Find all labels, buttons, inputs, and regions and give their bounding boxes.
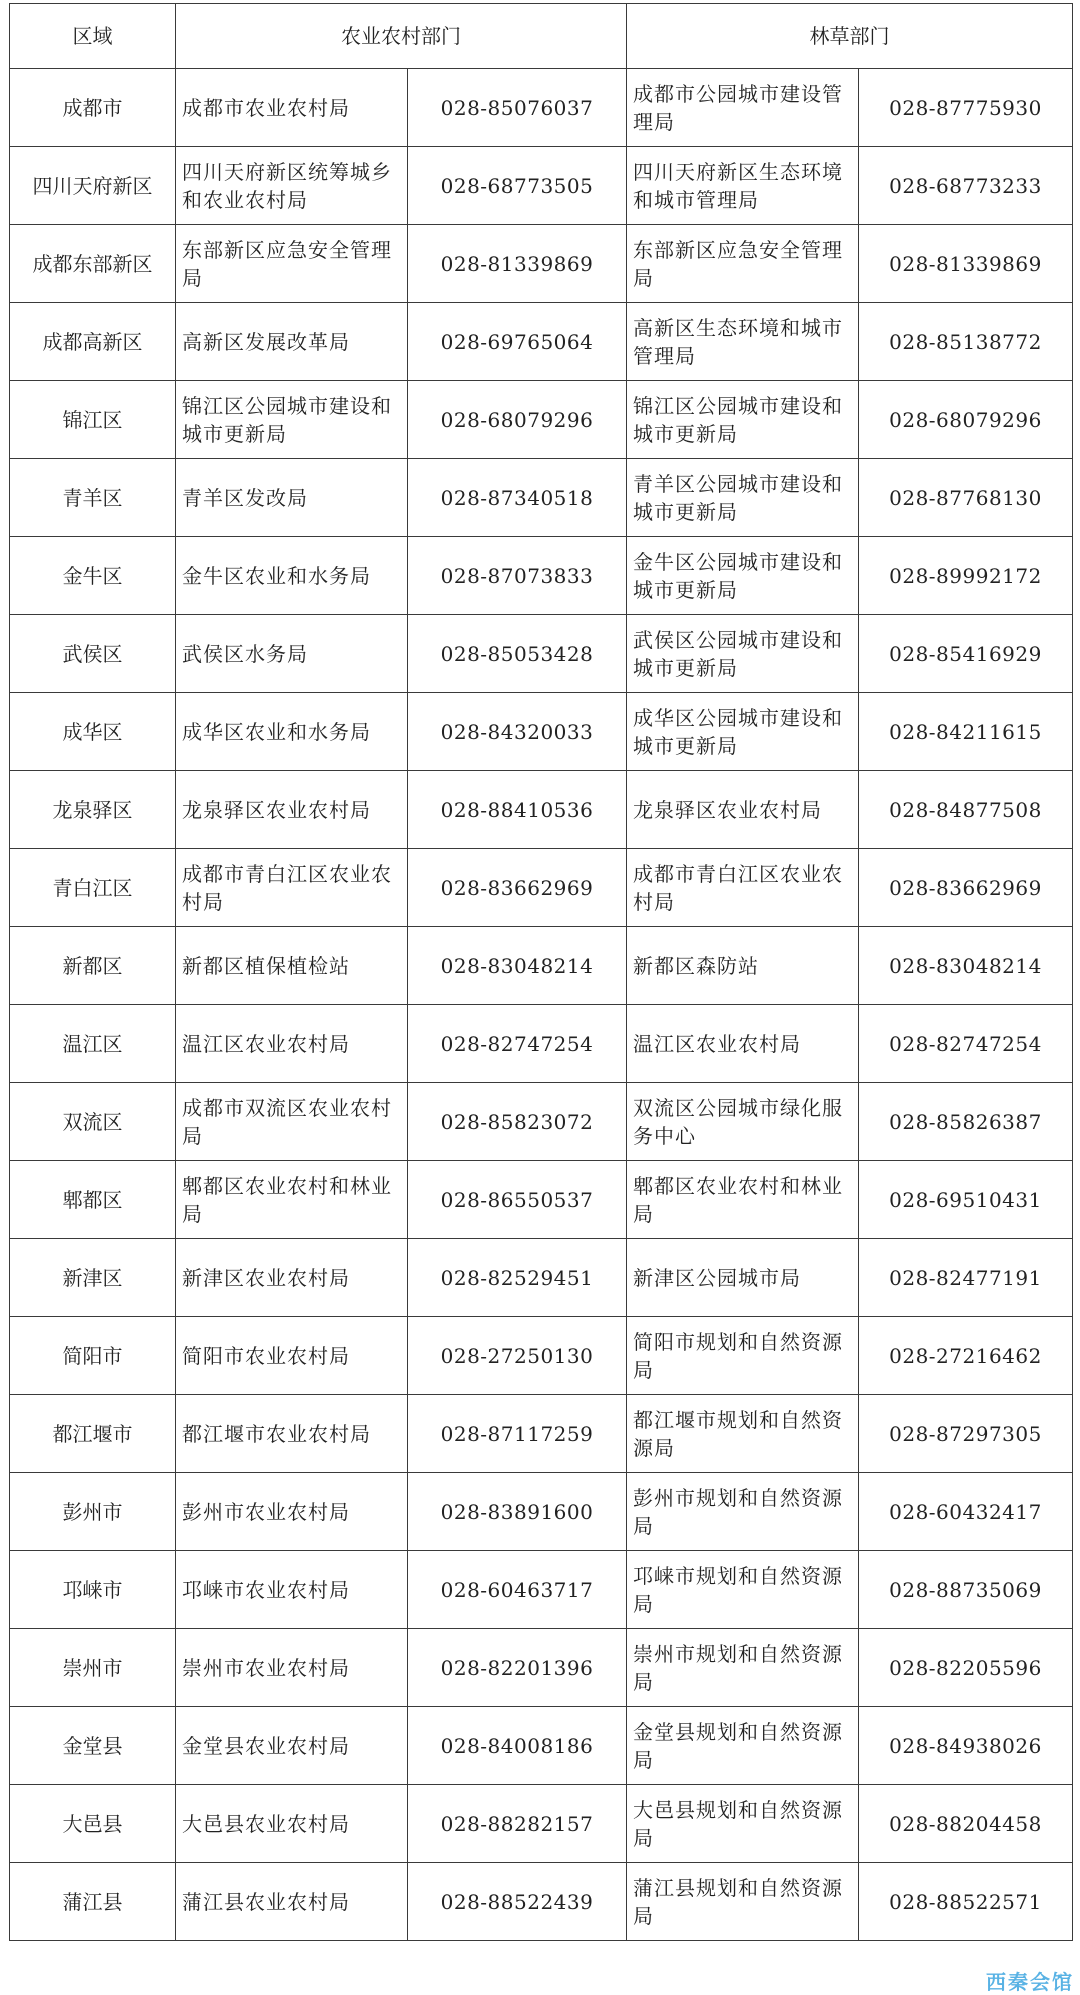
forest-phone-cell: 028-85416929 <box>859 615 1073 693</box>
agri-dept-name-cell: 青羊区发改局 <box>176 459 408 537</box>
table-row <box>10 1863 1073 1941</box>
agri-phone-cell: 028-69765064 <box>408 303 627 381</box>
forest-phone-cell: 028-87297305 <box>859 1395 1073 1473</box>
agri-phone-cell: 028-86550537 <box>408 1161 627 1239</box>
table-row <box>10 225 1073 303</box>
forest-dept-name-cell: 龙泉驿区农业农村局 <box>627 771 859 849</box>
region-cell: 武侯区 <box>10 615 176 693</box>
forest-phone-cell: 028-84877508 <box>859 771 1073 849</box>
forest-phone-cell: 028-82477191 <box>859 1239 1073 1317</box>
table-row <box>10 1629 1073 1707</box>
agri-phone-cell: 028-88522439 <box>408 1863 627 1941</box>
forest-phone-cell: 028-27216462 <box>859 1317 1073 1395</box>
forest-dept-name-cell: 蒲江县规划和自然资源局 <box>627 1863 859 1941</box>
agri-dept-name-cell: 简阳市农业农村局 <box>176 1317 408 1395</box>
region-cell: 都江堰市 <box>10 1395 176 1473</box>
agri-phone-cell: 028-85053428 <box>408 615 627 693</box>
region-cell: 成华区 <box>10 693 176 771</box>
table-row <box>10 1005 1073 1083</box>
agri-phone-cell: 028-82201396 <box>408 1629 627 1707</box>
forest-dept-name-cell: 成都市青白江区农业农村局 <box>627 849 859 927</box>
agri-dept-name-cell: 成都市双流区农业农村局 <box>176 1083 408 1161</box>
agri-phone-cell: 028-83048214 <box>408 927 627 1005</box>
table-row <box>10 459 1073 537</box>
table-row <box>10 615 1073 693</box>
forest-phone-cell: 028-85826387 <box>859 1083 1073 1161</box>
table-row <box>10 69 1073 147</box>
forest-phone-cell: 028-88522571 <box>859 1863 1073 1941</box>
forest-phone-cell: 028-82205596 <box>859 1629 1073 1707</box>
forest-phone-cell: 028-89992172 <box>859 537 1073 615</box>
forest-dept-name-cell: 四川天府新区生态环境和城市管理局 <box>627 147 859 225</box>
header-region: 区域 <box>10 4 176 69</box>
forest-dept-name-cell: 新都区森防站 <box>627 927 859 1005</box>
agri-phone-cell: 028-81339869 <box>408 225 627 303</box>
header-agri-dept: 农业农村部门 <box>176 4 627 69</box>
table-row <box>10 849 1073 927</box>
region-cell: 简阳市 <box>10 1317 176 1395</box>
table-row <box>10 927 1073 1005</box>
region-cell: 青羊区 <box>10 459 176 537</box>
forest-dept-name-cell: 温江区农业农村局 <box>627 1005 859 1083</box>
agri-dept-name-cell: 新都区植保植检站 <box>176 927 408 1005</box>
forest-phone-cell: 028-68773233 <box>859 147 1073 225</box>
table-row <box>10 1395 1073 1473</box>
agri-dept-name-cell: 成都市农业农村局 <box>176 69 408 147</box>
table-row <box>10 693 1073 771</box>
agri-phone-cell: 028-68773505 <box>408 147 627 225</box>
agri-phone-cell: 028-68079296 <box>408 381 627 459</box>
agri-phone-cell: 028-82529451 <box>408 1239 627 1317</box>
table-body <box>10 69 1073 1941</box>
region-cell: 彭州市 <box>10 1473 176 1551</box>
forest-phone-cell: 028-85138772 <box>859 303 1073 381</box>
table-row <box>10 1473 1073 1551</box>
region-cell: 四川天府新区 <box>10 147 176 225</box>
agri-dept-name-cell: 邛崃市农业农村局 <box>176 1551 408 1629</box>
region-cell: 新都区 <box>10 927 176 1005</box>
contact-table <box>9 3 1073 1941</box>
agri-phone-cell: 028-27250130 <box>408 1317 627 1395</box>
agri-dept-name-cell: 蒲江县农业农村局 <box>176 1863 408 1941</box>
table-header-row <box>10 4 1073 69</box>
agri-phone-cell: 028-87340518 <box>408 459 627 537</box>
table-row <box>10 1785 1073 1863</box>
forest-dept-name-cell: 青羊区公园城市建设和城市更新局 <box>627 459 859 537</box>
forest-dept-name-cell: 成华区公园城市建设和城市更新局 <box>627 693 859 771</box>
agri-dept-name-cell: 大邑县农业农村局 <box>176 1785 408 1863</box>
region-cell: 青白江区 <box>10 849 176 927</box>
agri-dept-name-cell: 锦江区公园城市建设和城市更新局 <box>176 381 408 459</box>
table-row <box>10 537 1073 615</box>
agri-dept-name-cell: 温江区农业农村局 <box>176 1005 408 1083</box>
region-cell: 金牛区 <box>10 537 176 615</box>
agri-phone-cell: 028-88410536 <box>408 771 627 849</box>
forest-dept-name-cell: 邛崃市规划和自然资源局 <box>627 1551 859 1629</box>
forest-dept-name-cell: 武侯区公园城市建设和城市更新局 <box>627 615 859 693</box>
forest-dept-name-cell: 高新区生态环境和城市管理局 <box>627 303 859 381</box>
forest-dept-name-cell: 彭州市规划和自然资源局 <box>627 1473 859 1551</box>
region-cell: 金堂县 <box>10 1707 176 1785</box>
forest-phone-cell: 028-88735069 <box>859 1551 1073 1629</box>
forest-dept-name-cell: 锦江区公园城市建设和城市更新局 <box>627 381 859 459</box>
agri-dept-name-cell: 金堂县农业农村局 <box>176 1707 408 1785</box>
agri-dept-name-cell: 四川天府新区统筹城乡和农业农村局 <box>176 147 408 225</box>
agri-dept-name-cell: 彭州市农业农村局 <box>176 1473 408 1551</box>
agri-phone-cell: 028-88282157 <box>408 1785 627 1863</box>
contact-table-container <box>9 3 1073 1941</box>
agri-dept-name-cell: 成都市青白江区农业农村局 <box>176 849 408 927</box>
forest-phone-cell: 028-88204458 <box>859 1785 1073 1863</box>
agri-phone-cell: 028-87117259 <box>408 1395 627 1473</box>
region-cell: 温江区 <box>10 1005 176 1083</box>
table-row <box>10 1317 1073 1395</box>
region-cell: 崇州市 <box>10 1629 176 1707</box>
table-row <box>10 1083 1073 1161</box>
agri-phone-cell: 028-60463717 <box>408 1551 627 1629</box>
table-row <box>10 147 1073 225</box>
table-row <box>10 381 1073 459</box>
forest-dept-name-cell: 崇州市规划和自然资源局 <box>627 1629 859 1707</box>
forest-phone-cell: 028-84211615 <box>859 693 1073 771</box>
forest-phone-cell: 028-84938026 <box>859 1707 1073 1785</box>
forest-phone-cell: 028-69510431 <box>859 1161 1073 1239</box>
agri-dept-name-cell: 金牛区农业和水务局 <box>176 537 408 615</box>
agri-phone-cell: 028-83891600 <box>408 1473 627 1551</box>
table-row <box>10 1551 1073 1629</box>
region-cell: 邛崃市 <box>10 1551 176 1629</box>
forest-dept-name-cell: 双流区公园城市绿化服务中心 <box>627 1083 859 1161</box>
forest-dept-name-cell: 郫都区农业农村和林业局 <box>627 1161 859 1239</box>
region-cell: 龙泉驿区 <box>10 771 176 849</box>
agri-dept-name-cell: 成华区农业和水务局 <box>176 693 408 771</box>
forest-phone-cell: 028-68079296 <box>859 381 1073 459</box>
forest-phone-cell: 028-83662969 <box>859 849 1073 927</box>
region-cell: 郫都区 <box>10 1161 176 1239</box>
forest-dept-name-cell: 东部新区应急安全管理局 <box>627 225 859 303</box>
agri-phone-cell: 028-87073833 <box>408 537 627 615</box>
agri-dept-name-cell: 东部新区应急安全管理局 <box>176 225 408 303</box>
forest-phone-cell: 028-82747254 <box>859 1005 1073 1083</box>
region-cell: 成都东部新区 <box>10 225 176 303</box>
region-cell: 新津区 <box>10 1239 176 1317</box>
region-cell: 成都高新区 <box>10 303 176 381</box>
agri-dept-name-cell: 崇州市农业农村局 <box>176 1629 408 1707</box>
agri-dept-name-cell: 新津区农业农村局 <box>176 1239 408 1317</box>
table-row <box>10 1239 1073 1317</box>
watermark-logo: 西秦会馆 <box>986 1970 1074 1994</box>
agri-phone-cell: 028-82747254 <box>408 1005 627 1083</box>
agri-phone-cell: 028-84320033 <box>408 693 627 771</box>
agri-phone-cell: 028-84008186 <box>408 1707 627 1785</box>
forest-phone-cell: 028-83048214 <box>859 927 1073 1005</box>
forest-dept-name-cell: 成都市公园城市建设管理局 <box>627 69 859 147</box>
table-row <box>10 1707 1073 1785</box>
table-row <box>10 771 1073 849</box>
forest-dept-name-cell: 都江堰市规划和自然资源局 <box>627 1395 859 1473</box>
agri-dept-name-cell: 龙泉驿区农业农村局 <box>176 771 408 849</box>
header-forest-dept: 林草部门 <box>627 4 1073 69</box>
region-cell: 成都市 <box>10 69 176 147</box>
forest-dept-name-cell: 简阳市规划和自然资源局 <box>627 1317 859 1395</box>
forest-dept-name-cell: 金堂县规划和自然资源局 <box>627 1707 859 1785</box>
agri-dept-name-cell: 郫都区农业农村和林业局 <box>176 1161 408 1239</box>
agri-phone-cell: 028-83662969 <box>408 849 627 927</box>
table-row <box>10 1161 1073 1239</box>
agri-phone-cell: 028-85076037 <box>408 69 627 147</box>
forest-phone-cell: 028-60432417 <box>859 1473 1073 1551</box>
agri-dept-name-cell: 武侯区水务局 <box>176 615 408 693</box>
forest-phone-cell: 028-81339869 <box>859 225 1073 303</box>
region-cell: 锦江区 <box>10 381 176 459</box>
agri-dept-name-cell: 都江堰市农业农村局 <box>176 1395 408 1473</box>
region-cell: 大邑县 <box>10 1785 176 1863</box>
agri-phone-cell: 028-85823072 <box>408 1083 627 1161</box>
forest-dept-name-cell: 金牛区公园城市建设和城市更新局 <box>627 537 859 615</box>
region-cell: 蒲江县 <box>10 1863 176 1941</box>
agri-dept-name-cell: 高新区发展改革局 <box>176 303 408 381</box>
table-row <box>10 303 1073 381</box>
forest-dept-name-cell: 大邑县规划和自然资源局 <box>627 1785 859 1863</box>
forest-phone-cell: 028-87775930 <box>859 69 1073 147</box>
forest-phone-cell: 028-87768130 <box>859 459 1073 537</box>
forest-dept-name-cell: 新津区公园城市局 <box>627 1239 859 1317</box>
region-cell: 双流区 <box>10 1083 176 1161</box>
